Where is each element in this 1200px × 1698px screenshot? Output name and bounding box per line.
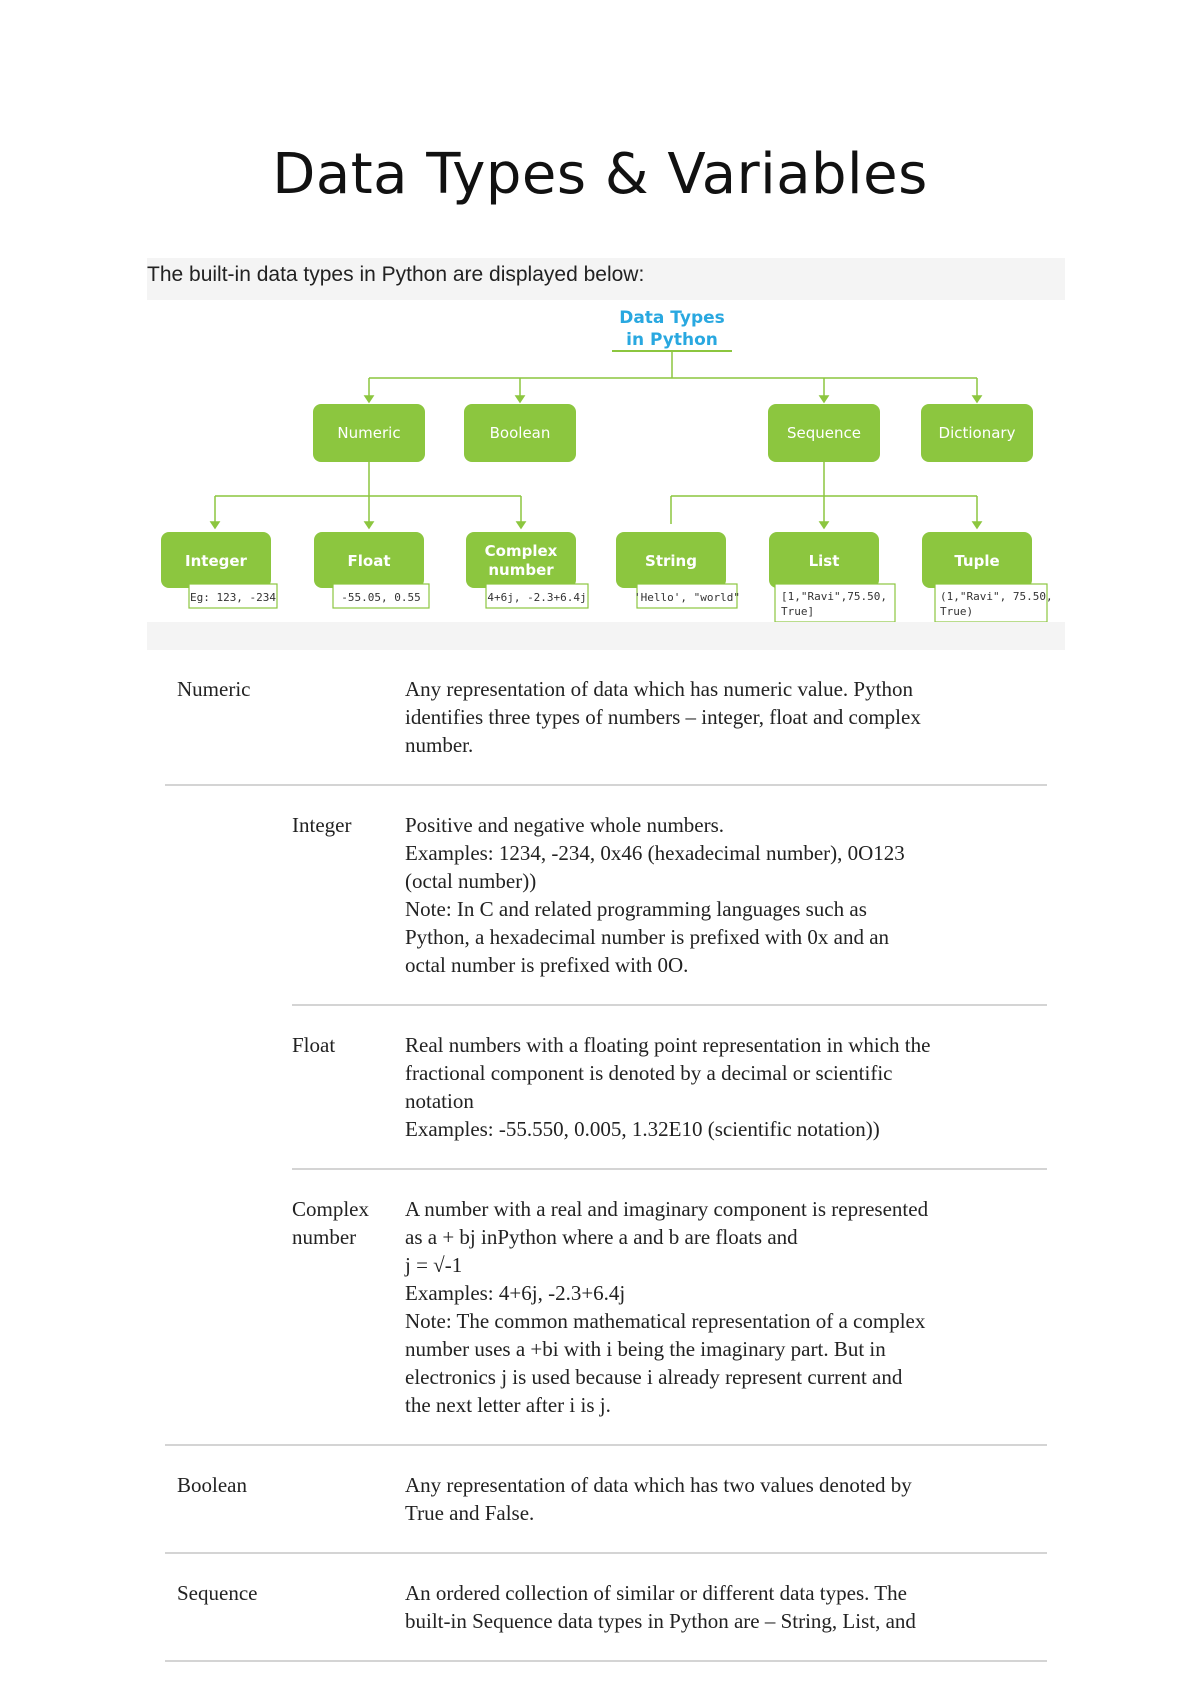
complex-desc-line: j = √-1	[405, 1253, 463, 1277]
node-list	[769, 532, 895, 622]
diagram-band-bottom	[147, 622, 1065, 650]
lower-connectors	[211, 462, 981, 528]
node-float-example: -55.05, 0.55	[341, 591, 421, 604]
node-tuple-example-1: (1,"Ravi", 75.50,	[940, 590, 1053, 603]
float-desc-line: fractional component is denoted by a decimal or scientific	[405, 1061, 893, 1085]
numeric-desc-line: identifies three types of numbers – integer, float and complex	[405, 705, 921, 729]
node-string-label: String	[645, 552, 697, 570]
float-desc-line: Real numbers with a floating point representation in which the	[405, 1033, 931, 1057]
row-separator	[165, 1660, 1047, 1661]
boolean-desc-line: Any representation of data which has two values denoted by	[405, 1473, 912, 1497]
boolean-desc-line: True and False.	[405, 1501, 535, 1525]
complex-desc-line: number uses a +bi with i being the imaginary part. But in	[405, 1337, 886, 1361]
category-dictionary	[921, 404, 1033, 462]
category-boolean	[464, 404, 576, 462]
node-list-example-1: [1,"Ravi",75.50,	[781, 590, 887, 603]
numeric-desc-line: Any representation of data which has numeric value. Python	[405, 677, 913, 701]
sequence-desc-line: built-in Sequence data types in Python are – String, List, and	[405, 1609, 916, 1633]
table-row-numeric	[165, 675, 1047, 759]
data-types-diagram	[147, 300, 1065, 622]
integer-desc-line: octal number is prefixed with 0O.	[405, 953, 689, 977]
node-integer-label: Integer	[185, 552, 247, 570]
category-sequence	[768, 404, 880, 462]
sequence-description	[405, 1579, 1047, 1635]
complex-desc-line: as a + bj inPython where a and b are floats and	[405, 1225, 798, 1249]
complex-label-line: Complex	[292, 1197, 369, 1221]
node-complex-example: 4+6j, -2.3+6.4j	[487, 591, 587, 604]
table-row-sequence	[165, 1579, 1047, 1635]
node-tuple-example-2: True)	[940, 605, 974, 618]
complex-desc-line: A number with a real and imaginary component is represented	[405, 1197, 929, 1221]
node-complex-label-2: number	[488, 561, 554, 579]
integer-description	[405, 811, 1047, 979]
numeric-desc-line: number.	[405, 733, 474, 757]
integer-label: Integer	[292, 813, 352, 837]
complex-description	[405, 1195, 1047, 1419]
node-tuple-label: Tuple	[954, 552, 1000, 570]
intro-text: The built-in data types in Python are displayed below:	[147, 263, 645, 286]
complex-label	[292, 1195, 405, 1419]
table-row-float	[165, 1031, 1047, 1143]
float-description	[405, 1031, 1047, 1143]
float-desc-line: Examples: -55.550, 0.005, 1.32E10 (scientific notation))	[405, 1117, 880, 1141]
node-integer-example: Eg: 123, -234	[189, 591, 277, 604]
complex-desc-line: Note: The common mathematical representation of a complex	[405, 1309, 926, 1333]
numeric-sub-empty	[292, 675, 405, 759]
integer-desc-line: Positive and negative whole numbers.	[405, 813, 725, 837]
complex-label-line: number	[292, 1225, 357, 1249]
node-complex	[466, 532, 588, 608]
integer-desc-line: Examples: 1234, -234, 0x46 (hexadecimal number), 0O123	[405, 841, 905, 865]
node-string-example: 'Hello', "world"	[634, 591, 740, 604]
category-dictionary-label: Dictionary	[938, 424, 1016, 442]
category-numeric-label: Numeric	[337, 424, 401, 442]
numeric-description	[405, 675, 1047, 759]
diagram-root-line-1: Data Types	[619, 308, 725, 328]
float-desc-line: notation	[405, 1089, 474, 1113]
node-integer	[161, 532, 277, 608]
boolean-label: Boolean	[177, 1473, 247, 1497]
table-row-boolean	[165, 1471, 1047, 1527]
top-connectors	[365, 351, 981, 402]
sequence-label: Sequence	[177, 1581, 258, 1605]
node-list-label: List	[808, 552, 840, 570]
float-label: Float	[292, 1033, 336, 1057]
integer-desc-line: Note: In C and related programming languages such as	[405, 897, 867, 921]
data-types-table	[165, 675, 1047, 1662]
sequence-desc-line: An ordered collection of similar or different data types. The	[405, 1581, 907, 1605]
node-list-example-2: True]	[781, 605, 815, 618]
numeric-label: Numeric	[177, 677, 251, 701]
node-string	[616, 532, 740, 608]
page-title: Data Types & Variables	[272, 142, 928, 207]
boolean-description	[405, 1471, 1047, 1527]
node-complex-label-1: Complex	[484, 542, 558, 560]
category-boolean-label: Boolean	[489, 424, 551, 442]
node-float	[314, 532, 429, 608]
integer-desc-line: Python, a hexadecimal number is prefixed with 0x and an	[405, 925, 890, 949]
complex-desc-line: the next letter after i is j.	[405, 1393, 611, 1417]
category-sequence-label: Sequence	[787, 424, 861, 442]
complex-desc-line: electronics j is used because i already represent current and	[405, 1365, 903, 1389]
complex-desc-line: Examples: 4+6j, -2.3+6.4j	[405, 1281, 626, 1305]
integer-desc-line: (octal number))	[405, 869, 537, 893]
node-tuple	[922, 532, 1053, 622]
category-numeric	[313, 404, 425, 462]
diagram-root-line-2: in Python	[626, 330, 718, 350]
node-float-label: Float	[347, 552, 391, 570]
table-row-complex	[165, 1195, 1047, 1419]
table-row-integer	[165, 811, 1047, 979]
